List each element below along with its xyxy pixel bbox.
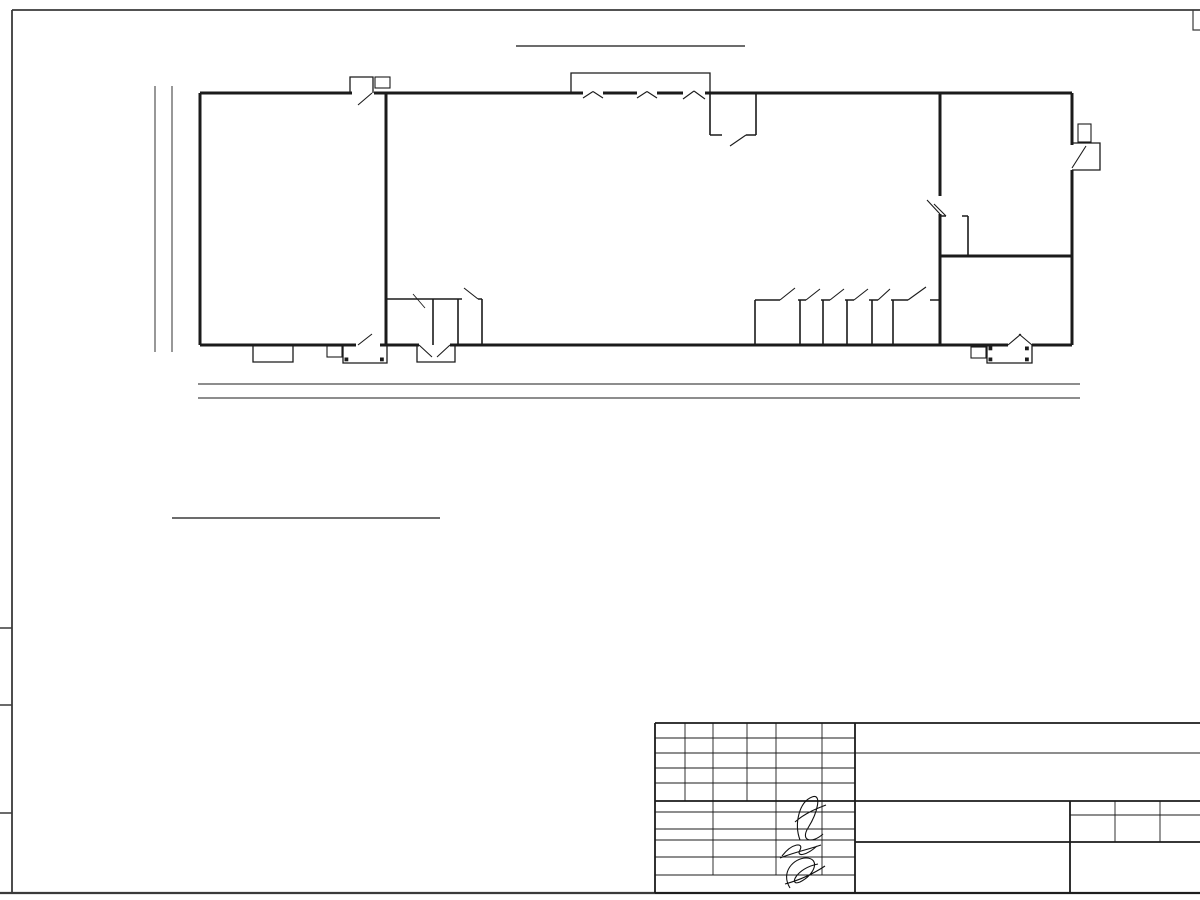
signature-shabalina xyxy=(795,796,826,840)
signatures xyxy=(780,796,826,888)
thin-partitions xyxy=(387,93,968,345)
page-frame xyxy=(0,10,1200,893)
title-block-grid xyxy=(655,723,1200,893)
building-walls xyxy=(200,73,1100,363)
signature-dvoeglazov xyxy=(780,845,821,858)
entrance-arrows xyxy=(327,77,1091,358)
porch-steps xyxy=(345,347,1029,362)
main-partitions xyxy=(386,93,1072,345)
room5-leader-line xyxy=(413,294,425,308)
signature-korotaev xyxy=(785,858,825,888)
door-swings xyxy=(358,91,1086,357)
title-block xyxy=(655,723,1200,893)
canopy-and-porches xyxy=(253,73,1100,363)
